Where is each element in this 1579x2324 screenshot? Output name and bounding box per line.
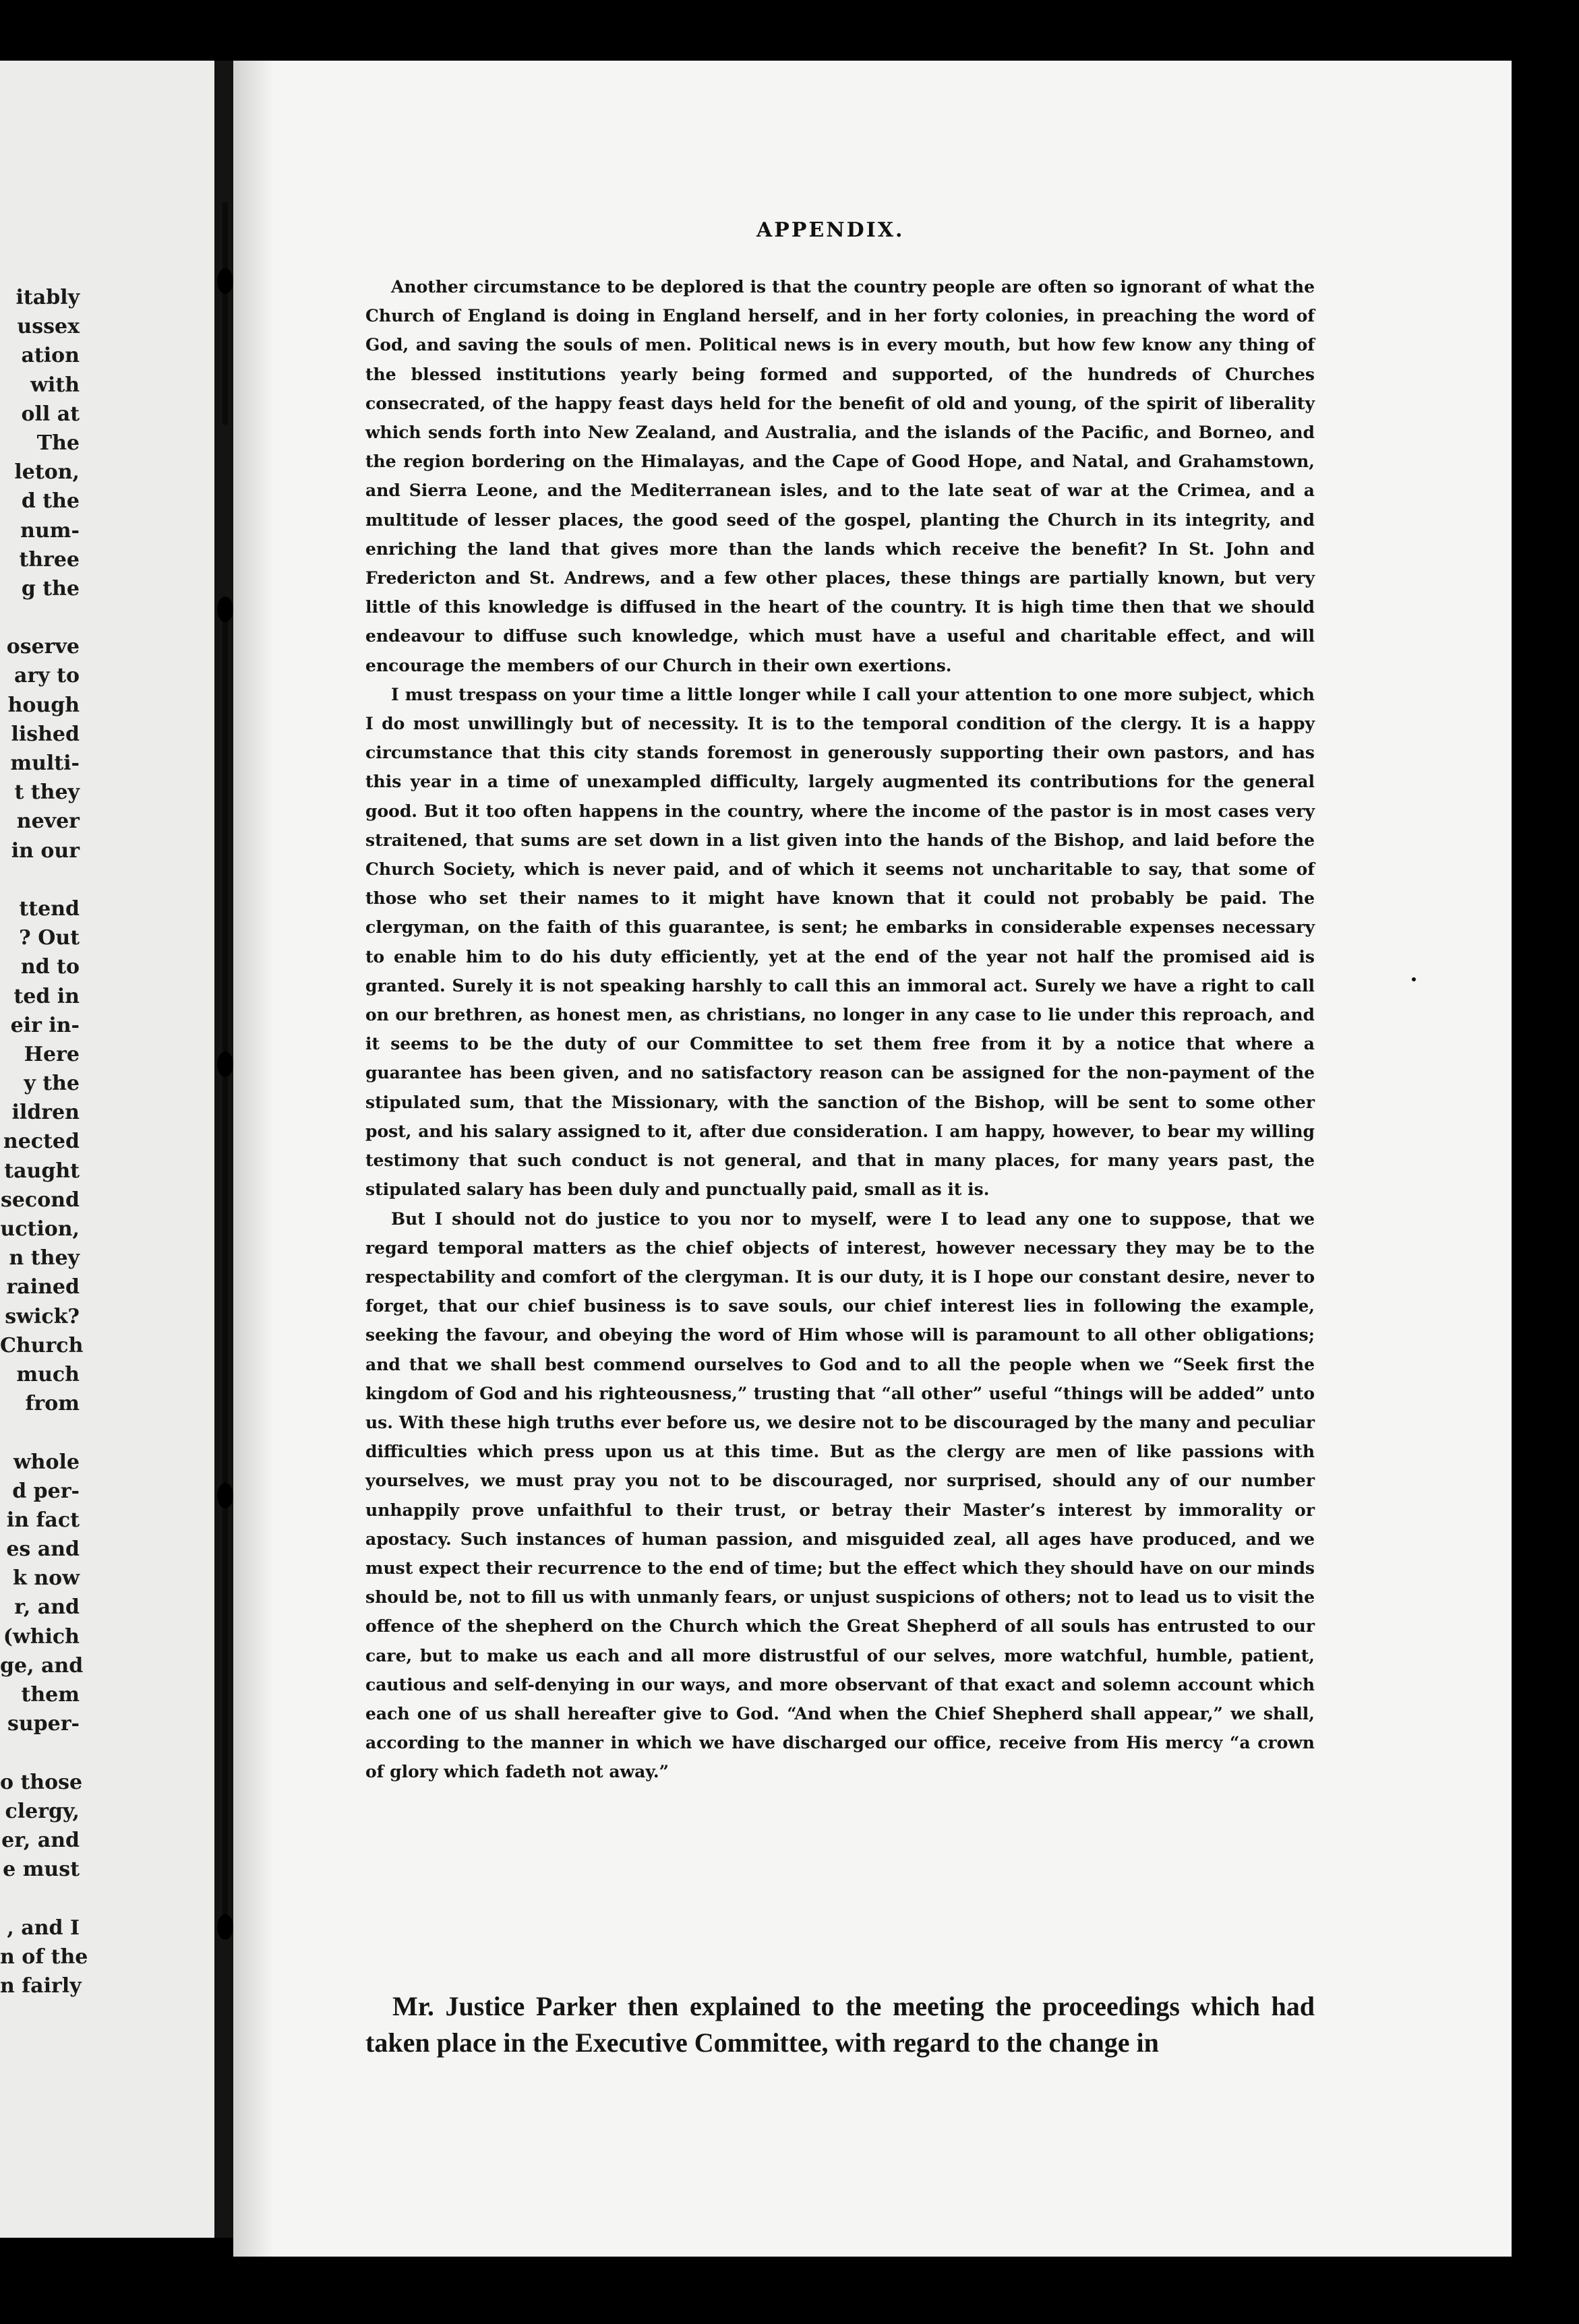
facing-page-line xyxy=(0,865,80,894)
facing-page-line: ary to xyxy=(14,664,80,688)
facing-page-line: lished xyxy=(11,722,80,746)
facing-page-line: The xyxy=(36,431,80,455)
facing-page-line: nd to xyxy=(20,955,80,979)
facing-page-line: ted in xyxy=(13,984,80,1008)
facing-page-text xyxy=(0,283,88,2000)
facing-page-line: whole xyxy=(13,1450,80,1474)
paragraph: Another circumstance to be deplored is that the country people are often so ignorant of what the Church of England is doing in England herself, and in her forty colonies, in preaching the word of God, and saving the souls of men. Political news is in every mouth, but how few know any thing of the blessed institutions yearly being formed and supported, of the hundreds of Churches consecrated, of the happy feast days held for the benefit of old and young, of the spirit of liberality which sends forth into New Zealand, and Australia, and the islands of the Pacific, and Borneo, and the region bordering on the Himalayas, and the Cape of Good Hope, and Natal, and Grahamstown, and Sierra Leone, and the Mediterranean isles, and to the late seat of war at the Crimea, and a multitude of lesser places, the good seed of the gospel, planting the Church in its integrity, and enriching the land that gives more than the lands which receive the benefit? In St. John and Fredericton and St. Andrews, and a few other places, these things are partially known, but very little of this knowledge is diffused in the heart of the country. It is high time then that we should endeavour to diffuse such knowledge, which must have a useful and charitable effect, and will encourage the members of our Church in their own exertions. xyxy=(365,277,1315,675)
binding-stitch xyxy=(217,1914,233,1940)
binding-stitch xyxy=(217,268,233,294)
paragraph: I must trespass on your time a little longer while I call your attention to one more subject, which I do most unwillingly but of necessity. It is to the temporal condition of the clergy. It is a happy circumstance that this city stands foremost in generously supporting their own pastors, and has this year in a time of unexampled difficulty, largely augmented its contributions for the general good. But it too often happens in the country, where the income of the pastor is in most cases very straitened, that sums are set down in a list given into the hands of the Bishop, and laid before the Church Society, which is never paid, and of which it seems not uncharitable to say, that some of those who set their names to it might have known that it could not probably be paid. The clergyman, on the faith of this guarantee, is sent; he embarks in considerable expenses necessary to enable him to do his duty efficiently, yet at the end of the year not half the promised aid is granted. Surely it is not speaking harshly to call this an immoral act. Surely we have a right to call on our brethren, as honest men, as christians, no longer in any case to lie under this reproach, and it seems to be the duty of our Committee to set them free from it by a notice that where a guarantee has been given, and no satisfactory reason can be assigned for the non-payment of the stipulated sum, that the Missionary, with the sanction of the Bishop, will be sent to some other post, and his salary assigned to it, after due consideration. I am happy, however, to bear my willing testimony that such conduct is not general, and that in many places, for many years past, the stipulated salary has been duly and punctually paid, small as it is. xyxy=(365,684,1315,1200)
facing-page-line: eir in- xyxy=(10,1013,80,1037)
facing-page-line xyxy=(0,1738,80,1767)
facing-page-line: er, and xyxy=(1,1828,80,1852)
facing-page-line: uction, xyxy=(0,1217,80,1241)
facing-page-line: n they xyxy=(9,1246,80,1271)
facing-page-line: d per- xyxy=(12,1479,80,1503)
facing-page-line: them xyxy=(21,1683,80,1707)
facing-page-line: in our xyxy=(11,838,80,863)
facing-page-line: k now xyxy=(13,1566,80,1591)
facing-page-line: o those xyxy=(0,1770,83,1794)
facing-page-line: swick? xyxy=(5,1304,80,1328)
facing-page-line: much xyxy=(16,1362,80,1386)
paragraph: But I should not do justice to you nor to myself, were I to lead any one to suppose, that we regard temporal matters as the chief objects of interest, however necessary they may be to the respectability and comfort of the clergyman. It is our duty, it is I hope our constant desire, never to forget, that our chief business is to save souls, our chief interest lies in following the example, seeking the favour, and obeying the word of Him whose will is paramount to all other obligations; and that we shall best commend ourselves to God and to all the people when we “Seek first the kingdom of God and his righteousness,” trusting that “all other” useful “things will be added” unto us. With these high truths ever before us, we desire not to be discouraged by the many and peculiar difficulties which press upon us at this time. But as the clergy are men of like passions with yourselves, we must pray you not to be discouraged, nor surprised, should any of our number unhappily prove unfaithful to their trust, or betray their Master’s interest by immorality or apostacy. Such instances of human passion, and misguided zeal, all ages have produced, and we must expect their recurrence to the end of time; but the effect which they should have on our minds should be, not to fill us with unmanly fears, or unjust suspicions of others; not to lead us to visit the offence of the shepherd on the Church which the Great Shepherd of all souls has entrusted to our care, but to make us each and all more distrustful of our selves, more watchful, humble, patient, cautious and self-denying in our ways, and more observant of that exact and solemn account which each one of us shall hereafter give to God. “And when the Chief Shepherd shall appear,” we shall, according to the manner in which we have discharged our office, receive from His mercy “a crown of glory which fadeth not away.” xyxy=(365,1209,1315,1782)
facing-page-line: with xyxy=(30,373,80,397)
facing-page-line: hough xyxy=(7,693,80,717)
facing-page-line: never xyxy=(16,809,80,834)
document-page xyxy=(233,61,1512,2257)
facing-page-line: n fairly xyxy=(0,1974,82,1998)
facing-page-line: super- xyxy=(7,1712,80,1736)
facing-page-line: g the xyxy=(21,576,80,601)
facing-page-line: t they xyxy=(14,781,80,805)
facing-page-line: Church xyxy=(0,1333,84,1357)
facing-page-line: ation xyxy=(21,344,80,368)
facing-page-line: multi- xyxy=(10,752,80,775)
facing-page-line: ttend xyxy=(19,896,80,921)
page-shadow xyxy=(233,61,274,2257)
facing-page-line xyxy=(0,1418,80,1447)
facing-page-line: es and xyxy=(6,1537,80,1562)
facing-page-line: clergy, xyxy=(5,1799,80,1823)
facing-page-line xyxy=(0,1884,80,1913)
facing-page-line: second xyxy=(0,1188,80,1212)
facing-page-line: y the xyxy=(24,1072,80,1096)
ink-speck xyxy=(1412,977,1416,981)
facing-page-line: num- xyxy=(20,518,80,543)
facing-page-line xyxy=(0,603,80,632)
facing-page-line: ildren xyxy=(11,1101,80,1125)
binding-thread xyxy=(222,202,228,425)
facing-page-line: ge, and xyxy=(0,1653,84,1678)
closing-paragraph xyxy=(365,1988,1315,2061)
facing-page-line: , and I xyxy=(7,1916,80,1940)
facing-page-line: d the xyxy=(21,489,80,514)
facing-page-line: taught xyxy=(4,1159,80,1183)
facing-page xyxy=(0,61,214,2238)
facing-page-line: Here xyxy=(24,1042,80,1066)
binding-stitch xyxy=(217,597,233,622)
facing-page-line: nected xyxy=(3,1130,80,1154)
page-heading: APPENDIX. xyxy=(756,218,905,242)
binding-stitch xyxy=(217,1483,233,1508)
facing-page-line: rained xyxy=(6,1275,80,1299)
facing-page-line: r, and xyxy=(14,1595,80,1620)
facing-page-line: oll at xyxy=(21,402,80,426)
facing-page-line: e must xyxy=(3,1858,80,1882)
facing-page-line: from xyxy=(25,1392,80,1416)
binding-stitch xyxy=(217,1051,233,1077)
facing-page-line: three xyxy=(19,547,80,572)
facing-page-line: ? Out xyxy=(19,926,80,950)
facing-page-line: oserve xyxy=(6,635,80,659)
facing-page-line: leton, xyxy=(14,460,80,485)
page-body xyxy=(365,272,1315,1787)
facing-page-line: n of the xyxy=(0,1945,88,1969)
facing-page-line: ussex xyxy=(17,315,80,339)
paragraph: Mr. Justice Parker then explained to the meeting the proceedings which had taken place in the Executive Committee, with regard to the change in xyxy=(365,1991,1315,2058)
facing-page-line: itably xyxy=(16,286,80,309)
facing-page-line: in fact xyxy=(6,1508,80,1532)
binding-thread xyxy=(222,607,228,1921)
facing-page-line: (which xyxy=(3,1624,80,1649)
